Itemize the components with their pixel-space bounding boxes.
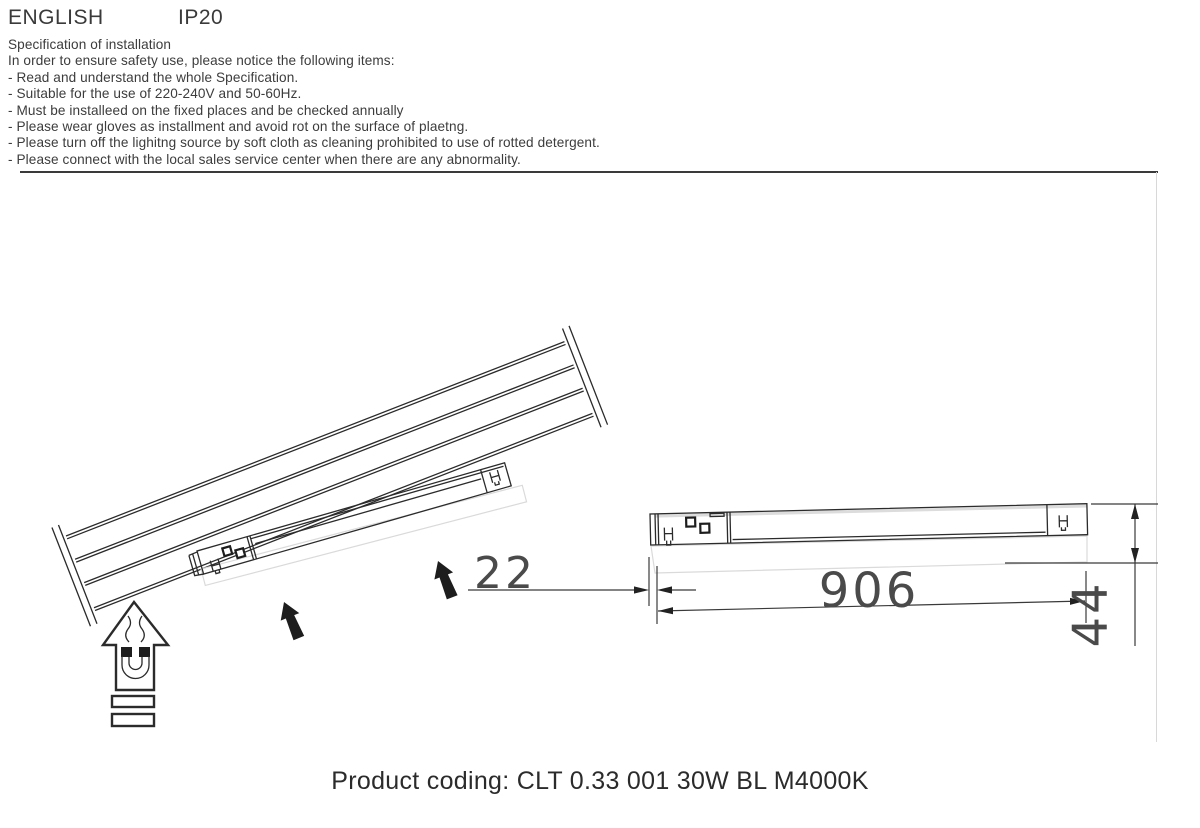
dimension-906 <box>658 563 1086 623</box>
product-coding <box>0 767 1200 796</box>
sideview-drawing <box>650 504 1088 546</box>
spec-item: - Must be installeed on the fixed places and be checked annually <box>8 102 404 118</box>
dimension-22 <box>468 548 696 624</box>
install-direction-arrow-icon <box>275 598 308 642</box>
dim-44-label: 44 <box>1063 580 1119 648</box>
product-coding-value: CLT 0.33 001 30W BL M4000K <box>516 767 869 795</box>
ip-rating-label: IP20 <box>178 6 224 29</box>
spec-item: - Please turn off the lighitng source by soft cloth as cleaning prohibited to use of rotted detergent. <box>8 135 600 151</box>
spec-item: - Please connect with the local sales service center when there are any abnormality. <box>8 151 521 167</box>
spec-item: - Suitable for the use of 220-240V and 50-60Hz. <box>8 86 302 102</box>
spec-intro: In order to ensure safety use, please notice the following items: <box>8 53 395 69</box>
spec-item: - Read and understand the whole Specification. <box>8 69 299 85</box>
dim-22-label: 22 <box>474 548 536 599</box>
product-coding-label: Product coding: <box>331 767 510 795</box>
dimension-44 <box>1005 504 1158 648</box>
spec-title: Specification of installation <box>8 37 172 52</box>
magnet-arrow-icon <box>103 602 168 726</box>
dim-906-label: 906 <box>818 563 920 619</box>
luminaire-drawing <box>188 463 512 580</box>
spec-item: - Please wear gloves as installment and avoid rot on the surface of plaetng. <box>8 119 469 135</box>
language-label: ENGLISH <box>8 6 104 29</box>
install-direction-arrow-icon <box>429 557 462 601</box>
